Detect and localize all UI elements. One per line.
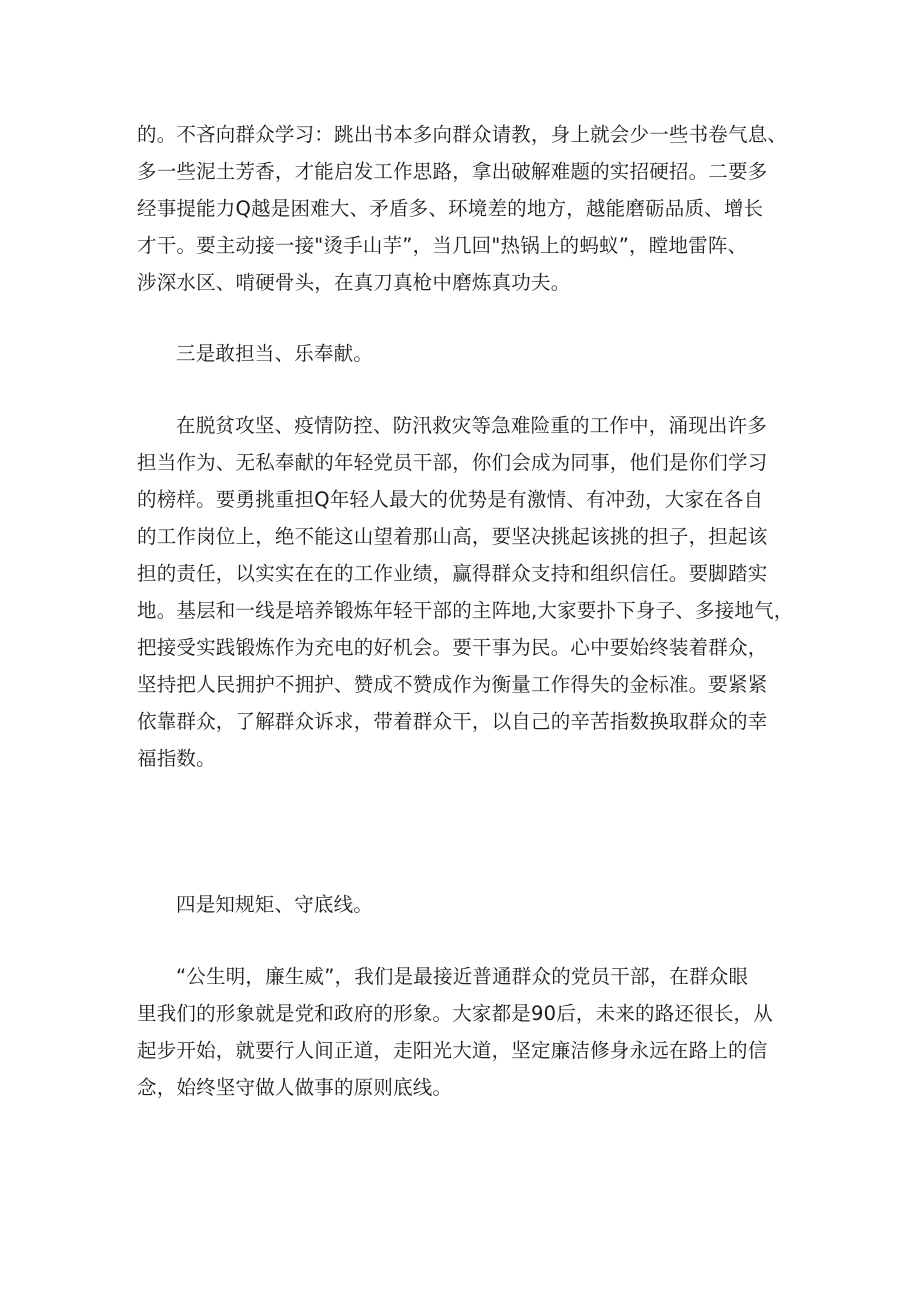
paragraph-responsibility xyxy=(137,407,794,777)
text-line: 在脱贫攻坚、疫情防控、防汛救灾等急难险重的工作中，涌现出许多 xyxy=(176,414,768,437)
text-line: 的。不吝向群众学习：跳出书本多向群众请教，身上就会少一些书卷气息、 xyxy=(137,123,788,146)
text-line: 担的责任，以实实在在的工作业绩，赢得群众支持和组织信任。要脚踏实 xyxy=(137,562,768,585)
text-line: 起步开始，就要行人间正道，走阳光大道，坚定廉洁修身永远在路上的信 xyxy=(137,1039,768,1062)
text-line: 把接受实践锻炼作为充电的好机会。要干事为民。心中要始终装着群众， xyxy=(137,636,768,659)
section-heading-3 xyxy=(137,335,791,372)
heading-text: 三是敢担当、乐奉献。 xyxy=(176,342,374,365)
text-line: 担当作为、无私奉献的年轻党员干部，你们会成为同事，他们是你们学习 xyxy=(137,451,768,474)
paragraph-continuation xyxy=(137,116,791,301)
section-heading-4 xyxy=(137,886,791,923)
text-line: 经事提能力Q越是困难大、矛盾多、环境差的地方，越能磨砺品质、增长 xyxy=(137,197,764,220)
text-line: “公生明，廉生威”，我们是最接近普通群众的党员干部，在群众眼 xyxy=(176,965,749,988)
text-line: 念，始终坚守做人做事的原则底线。 xyxy=(137,1076,453,1099)
text-line: 的榜样。要勇挑重担Q年轻人最大的优势是有激情、有冲劲，大家在各自 xyxy=(137,488,764,511)
text-line: 的工作岗位上，绝不能这山望着那山高，要坚决挑起该挑的担子，担起该 xyxy=(137,525,768,548)
text-line: 涉深水区、啃硬骨头，在真刀真枪中磨炼真功夫。 xyxy=(137,271,571,294)
text-line: 坚持把人民拥护不拥护、赞成不赞成作为衡量工作得失的金标准。要紧紧 xyxy=(137,673,768,696)
heading-text: 四是知规矩、守底线。 xyxy=(176,893,374,916)
paragraph-discipline xyxy=(137,958,791,1106)
text-line: 多一些泥土芳香，才能启发工作思路，拿出破解难题的实招硬招。二要多 xyxy=(137,160,768,183)
text-line: 依靠群众，了解群众诉求，带着群众干，以自己的辛苦指数换取群众的幸 xyxy=(137,710,768,733)
text-line: 里我们的形象就是党和政府的形象。大家都是90后，未来的路还很长，从 xyxy=(137,1002,773,1025)
text-line: 才干。要主动接一接"烫手山芋”，当几回"热锅上的蚂蚁”，瞠地雷阵、 xyxy=(137,234,748,257)
text-line: 福指数。 xyxy=(137,747,216,770)
text-line: 地。基层和一线是培养锻炼年轻干部的主阵地,大家要扑下身子、多接地气， xyxy=(137,599,794,622)
